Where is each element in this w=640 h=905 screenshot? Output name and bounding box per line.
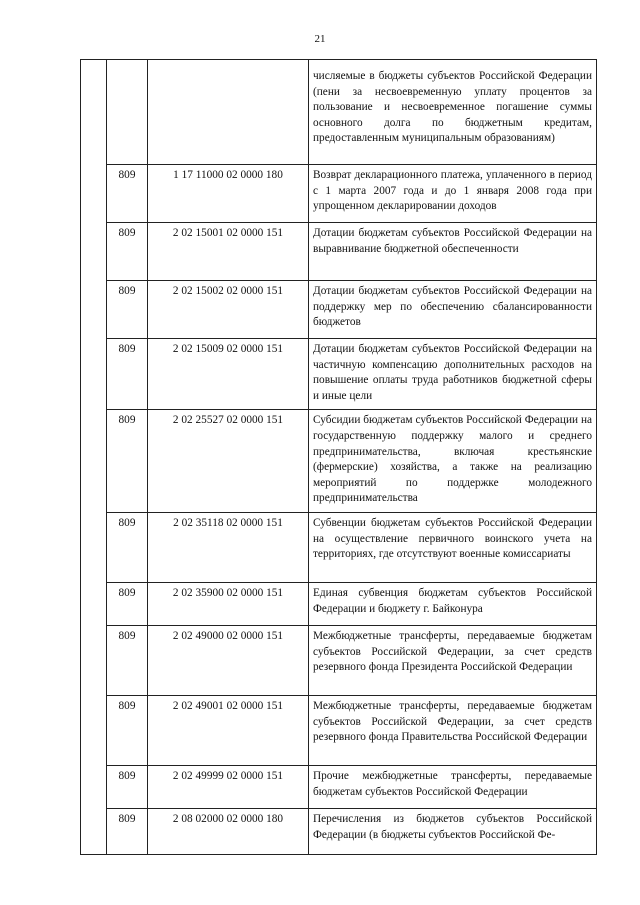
admin-code-cell: 809 [107,339,148,410]
admin-code-cell: 809 [107,410,148,513]
row-marker-cell [81,60,107,855]
revenue-name-cell: Прочие межбюджетные трансферты, передаваемые бюджетам субъектов Российской Федерации [309,765,597,808]
admin-code-cell: 809 [107,281,148,339]
page-number: 21 [314,33,326,45]
revenue-name-cell: числяемые в бюджеты субъектов Российской Федерации (пени за несвоевременную уплату процентов за пользование и несвоевременное погашение суммы основного долга по бюджетным кредитам, предоставленным муниципальным образованиям) [309,60,597,165]
revenue-code-cell: 2 02 35118 02 0000 151 [148,512,309,582]
revenue-code-cell: 2 02 49999 02 0000 151 [148,765,309,808]
admin-code-cell: 809 [107,808,148,854]
table-row [81,582,597,625]
admin-code-cell: 809 [107,625,148,695]
admin-code-cell: 809 [107,582,148,625]
revenue-code-cell: 2 02 25527 02 0000 151 [148,410,309,513]
revenue-code-cell: 2 02 15009 02 0000 151 [148,339,309,410]
revenue-name-cell: Дотации бюджетам субъектов Российской Федерации на выравнивание бюджетной обеспеченности [309,223,597,281]
revenue-name-cell: Межбюджетные трансферты, передаваемые бюджетам субъектов Российской Федерации, за счет средств резервного фонда Президента Российской Федерации [309,625,597,695]
admin-code-cell: 809 [107,512,148,582]
table-row [81,512,597,582]
table-row [81,625,597,695]
revenue-code-cell: 1 17 11000 02 0000 180 [148,165,309,223]
table-row [81,410,597,513]
admin-code-cell: 809 [107,165,148,223]
revenue-name-cell: Дотации бюджетам субъектов Российской Федерации на частичную компенсацию дополнительных расходов на повышение оплаты труда работников бюджетной сферы и иные цели [309,339,597,410]
revenue-code-cell: 2 02 49001 02 0000 151 [148,695,309,765]
revenue-name-cell: Дотации бюджетам субъектов Российской Федерации на поддержку мер по обеспечению сбалансированности бюджетов [309,281,597,339]
revenue-name-cell: Субвенции бюджетам субъектов Российской Федерации на осуществление первичного воинского учета на территориях, где отсутствуют военные комиссариаты [309,512,597,582]
table-row [81,765,597,808]
table-row [81,281,597,339]
table-row [81,339,597,410]
revenue-code-cell [148,60,309,165]
table-row [81,165,597,223]
admin-code-cell: 809 [107,223,148,281]
revenue-code-cell: 2 08 02000 02 0000 180 [148,808,309,854]
table-row [81,695,597,765]
revenue-codes-table [80,59,597,855]
admin-code-cell [107,60,148,165]
table-row [81,223,597,281]
admin-code-cell: 809 [107,695,148,765]
revenue-code-cell: 2 02 15001 02 0000 151 [148,223,309,281]
revenue-name-cell: Единая субвенция бюджетам субъектов Российской Федерации и бюджету г. Байконура [309,582,597,625]
revenue-code-cell: 2 02 35900 02 0000 151 [148,582,309,625]
revenue-code-cell: 2 02 15002 02 0000 151 [148,281,309,339]
revenue-code-cell: 2 02 49000 02 0000 151 [148,625,309,695]
revenue-name-cell: Субсидии бюджетам субъектов Российской Федерации на государственную поддержку малого и среднего предпринимательства, включая крестьянские (фермерские) хозяйства, а также на реализацию мероприятий по поддержке молодежного предпринимательства [309,410,597,513]
admin-code-cell: 809 [107,765,148,808]
revenue-name-cell: Возврат декларационного платежа, уплаченного в период с 1 марта 2007 года и до 1 января 2008 года при упрощенном декларировании доходов [309,165,597,223]
table-row [81,60,597,165]
revenue-name-cell: Перечисления из бюджетов субъектов Российской Федерации (в бюджеты субъектов Российской Фе- [309,808,597,854]
revenue-name-cell: Межбюджетные трансферты, передаваемые бюджетам субъектов Российской Федерации, за счет средств резервного фонда Правительства Российской Федерации [309,695,597,765]
table-row [81,808,597,854]
